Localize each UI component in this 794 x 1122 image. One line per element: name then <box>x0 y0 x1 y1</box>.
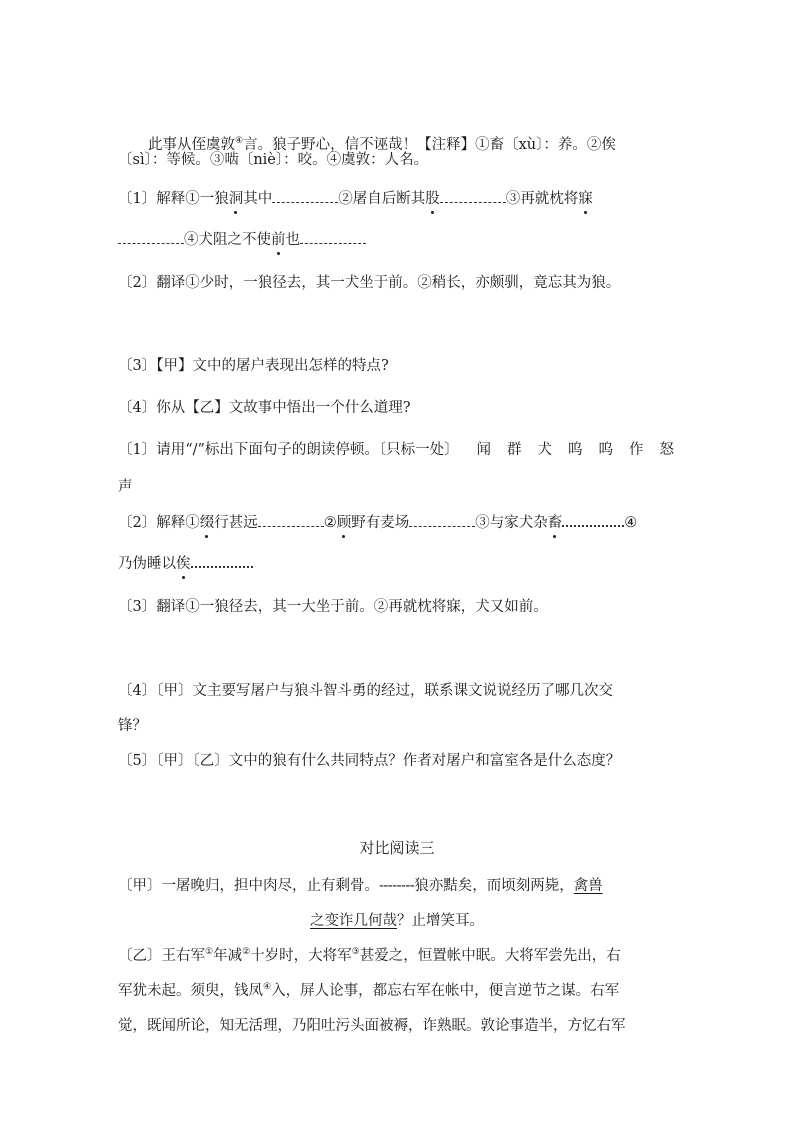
set1-q3: 〔3〕【甲】文中的屠户表现出怎样的特点? <box>118 358 389 374</box>
answer-blank[interactable] <box>191 554 253 568</box>
set1-q1: 〔1〕解释①一狼洞其中 ②屠自后断其股 ③再就枕将寐 <box>118 191 593 207</box>
set2-q5: 〔5〕〔甲〕〔乙〕文中的狼有什么共同特点？作者对屠户和富室各是什么态度？ <box>118 753 621 769</box>
answer-blank[interactable] <box>118 231 184 244</box>
set2-q3: 〔3〕翻译①一狼径去，其一大坐于前。②再就枕将寐，犬又如前。 <box>118 599 548 615</box>
answer-blank[interactable] <box>300 231 366 244</box>
yi-line-2: 军犹未起。须臾，钱凤④入，屏人论事，都忘右军在帐中，便言逆节之谋。右军 <box>118 982 620 999</box>
jia-line-1: 〔甲〕一屠晚归，担中肉尽，止有剩骨。--------狼亦黠矣，而顷刻两毙，禽兽 <box>118 878 603 894</box>
answer-blank[interactable] <box>258 514 324 527</box>
jia-line-2: 之变诈几何哉？止增笑耳。 <box>310 913 484 929</box>
yi-line-3: 觉，既闻所论，知无活理，乃阳吐污头面被褥，诈熟眠。敦论事造半，方忆右军 <box>118 1018 626 1034</box>
set2-q1-cont: 声 <box>118 479 133 495</box>
answer-blank[interactable] <box>272 190 338 203</box>
answer-blank[interactable] <box>409 514 475 527</box>
set2-q2: 〔2〕解释①缀行甚远 ②顾野有麦场 ③与家犬杂畜 ④ <box>118 515 638 531</box>
intro-line-2: 〔sì〕：等候。③啮〔niè〕：咬。④虞敦：人名。 <box>118 152 429 168</box>
intro-line-1: 此事从侄虞敦④言。狼子野心，信不诬哉！【注释】①畜〔xù〕：养。②俟 <box>148 136 616 153</box>
answer-blank[interactable] <box>440 190 506 203</box>
section-title: 对比阅读三 <box>359 839 435 857</box>
set2-q4: 〔4〕〔甲〕文主要写屠户与狼斗智斗勇的经过，联系课文说说经历了哪几次交 <box>118 683 613 699</box>
set1-q4: 〔4〕你从【乙】文故事中悟出一个什么道理? <box>118 400 411 416</box>
answer-blank[interactable] <box>562 513 624 527</box>
set1-q2: 〔2〕翻译①少时，一狼径去，其一犬坐于前。②稍长，亦颇驯，竟忘其为狼。 <box>118 275 621 291</box>
set1-q1-cont: ④犬阻之不使前也 <box>118 230 366 250</box>
yi-line-1: 〔乙〕王右军①年减②十岁时，大将军③甚爱之，恒置帐中眠。大将军尝先出，右 <box>118 947 621 964</box>
set2-q1: 〔1〕请用“/”标出下面句子的朗读停顿。〔只标一处〕 闻 群 犬 呜 呜 作 怒 <box>118 442 674 458</box>
set2-q2-cont: 乃伪睡以俟 <box>118 554 253 574</box>
set2-q4-cont: 锋？ <box>118 718 147 734</box>
